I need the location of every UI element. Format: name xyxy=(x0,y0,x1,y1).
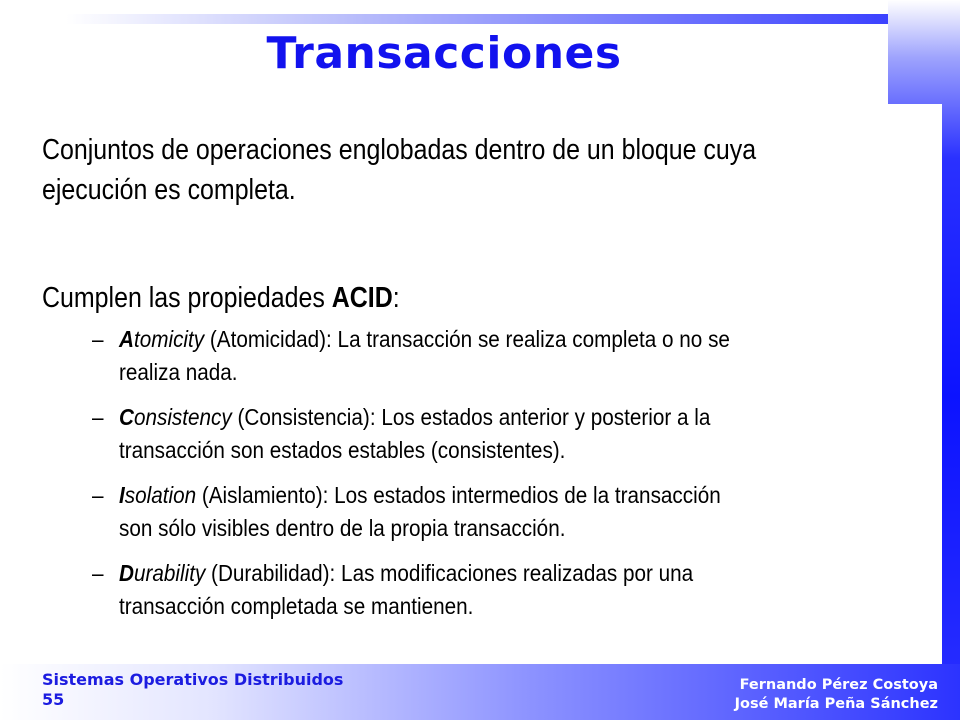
bullet-dash: – xyxy=(92,482,104,508)
intro-line-2: ejecución es completa. xyxy=(42,174,296,206)
intro-line-1: Conjuntos de operaciones englobadas dentro de un bloque cuya xyxy=(42,134,757,166)
bullet-lead-letter: C xyxy=(119,404,134,430)
bullet-lead-letter: A xyxy=(119,326,134,352)
footer-page-number: 55 xyxy=(42,690,65,709)
acid-intro-suffix: : xyxy=(392,282,400,314)
bullet-text: (Atomicidad): La transacción se realiza completa o no se xyxy=(204,326,730,352)
footer-course-info xyxy=(42,670,343,710)
footer-author-1: Fernando Pérez Costoya xyxy=(739,677,938,693)
bullet-continuation: transacción son estados estables (consistentes). xyxy=(119,437,566,463)
top-decorative-bar xyxy=(66,14,890,24)
intro-paragraph xyxy=(42,130,756,210)
acid-intro xyxy=(42,278,400,318)
bullet-dash: – xyxy=(92,326,104,352)
acid-keyword: ACID xyxy=(331,282,393,314)
slide-title: Transacciones xyxy=(266,28,622,79)
bullet-dash: – xyxy=(92,404,104,430)
bullet-consistency xyxy=(92,401,710,467)
bullet-term: urability xyxy=(133,560,206,586)
bullet-lead-letter: I xyxy=(119,482,125,508)
bullet-text: (Durabilidad): Las modificaciones realizadas por una xyxy=(205,560,694,586)
bullet-continuation: realiza nada. xyxy=(119,359,238,385)
acid-intro-prefix: Cumplen las propiedades xyxy=(42,282,332,314)
bullet-term: tomicity xyxy=(133,326,205,352)
bullet-durability xyxy=(92,557,693,623)
bullet-term: onsistency xyxy=(133,404,232,430)
footer-authors xyxy=(735,676,938,714)
footer-course-name: Sistemas Operativos Distribuidos xyxy=(42,670,344,689)
footer-author-2: José María Peña Sánchez xyxy=(734,696,938,712)
bullet-continuation: son sólo visibles dentro de la propia transacción. xyxy=(119,515,566,541)
bullet-continuation: transacción completada se mantienen. xyxy=(119,593,474,619)
bullet-lead-letter: D xyxy=(119,560,134,586)
bullet-dash: – xyxy=(92,560,104,586)
bullet-text: (Consistencia): Los estados anterior y posterior a la xyxy=(231,404,711,430)
bullet-atomicity xyxy=(92,323,730,389)
bullet-text: (Aislamiento): Los estados intermedios de la transacción xyxy=(196,482,721,508)
bullet-isolation xyxy=(92,479,721,545)
bullet-term: solation xyxy=(124,482,197,508)
